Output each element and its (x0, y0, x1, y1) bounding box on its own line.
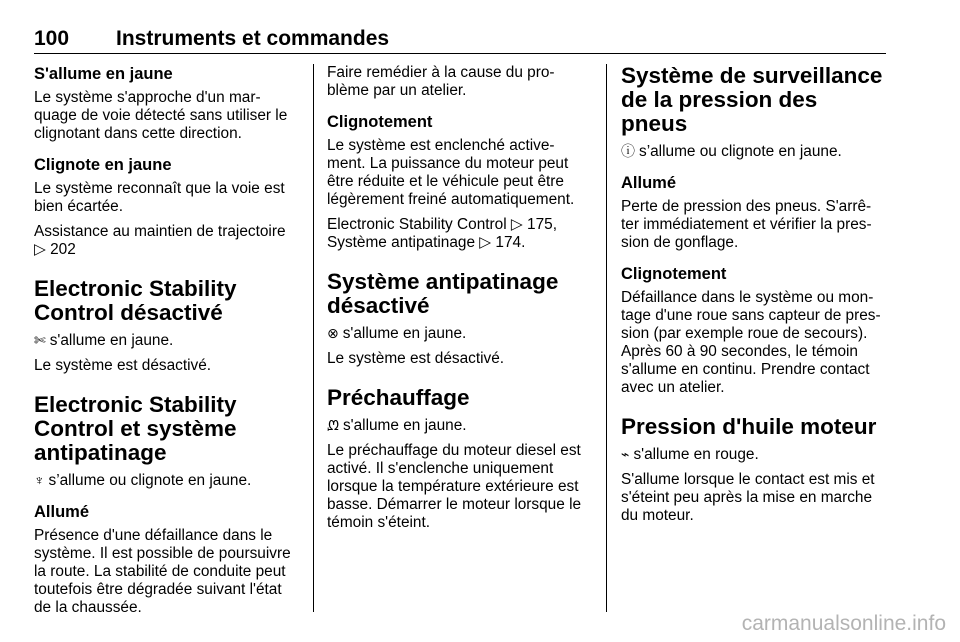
paragraph: Perte de pression des pneus. S'arrê-ter immédiatement et vérifier la pres-sion de gonflage. (621, 198, 872, 251)
paragraph: Le préchauffage du moteur diesel est activé. Il s'enclenche uniquement lorsque la température extérieure est basse. Démarrer le moteur lorsque le témoin s'éteint. (327, 442, 582, 531)
traction-off-icon: ⊗ (327, 325, 339, 341)
heading-allume: Allumé (34, 503, 90, 521)
paragraph (34, 331, 302, 350)
paragraph-cross-reference (327, 216, 593, 252)
paragraph (327, 416, 593, 435)
heading-esc-traction: Electronic Stability Control et système antipatinage (34, 392, 237, 465)
column-3 (621, 64, 888, 525)
reference-text: Electronic Stability Control (327, 216, 507, 233)
column-divider-2 (606, 64, 607, 612)
heading-allume-jaune: S'allume en jaune (34, 65, 173, 83)
text: s’allume ou clignote en jaune. (639, 143, 842, 160)
paragraph (621, 445, 888, 464)
reference-text: Système antipatinage (327, 234, 476, 251)
heading-prechauffage: Préchauffage (327, 385, 470, 410)
text: s’allume ou clignote en jaune. (48, 472, 252, 489)
text: s'allume en jaune. (49, 332, 174, 349)
paragraph: Défaillance dans le système ou mon-tage d'une roue sans capteur de pres-sion (par exemple roue de secours). Après 60 à 90 secondes, le témoin s'allume en continu. Prendre contact avec un atelier. (621, 289, 881, 396)
page-ref-link[interactable]: 174. (495, 234, 526, 251)
esc-off-warning-icon: ✄ (34, 332, 46, 348)
page-ref-link[interactable]: 175, (527, 216, 558, 233)
text: s'allume en jaune. (342, 325, 467, 342)
heading-esc-off: Electronic Stability Control désactivé (34, 276, 237, 325)
header-divider (34, 53, 886, 54)
tire-pressure-icon: ⓘ (621, 143, 635, 159)
paragraph (34, 471, 302, 490)
page-ref-link[interactable]: 202 (50, 241, 76, 258)
paragraph: Faire remédier à la cause du pro-blème par un atelier. (327, 64, 555, 99)
paragraph-cross-reference (34, 223, 302, 259)
page-header (34, 28, 886, 50)
heading-oil-pressure: Pression d'huile moteur (621, 414, 877, 439)
heading-allume: Allumé (621, 174, 677, 192)
column-2 (327, 64, 593, 532)
heading-traction-off: Système antipatinage désactivé (327, 269, 559, 318)
heading-clignotement: Clignotement (621, 265, 727, 283)
paragraph: Le système est désactivé. (327, 350, 505, 367)
paragraph (327, 324, 593, 343)
oil-pressure-icon: ⌁ (621, 446, 630, 462)
page-ref-arrow-icon: ▷ (479, 234, 492, 251)
paragraph: S'allume lorsque le contact est mis et s'éteint peu après la mise en marche du moteur. (621, 471, 875, 524)
glow-plug-icon: ᘻ (327, 417, 339, 433)
page-ref-arrow-icon: ▷ (34, 241, 46, 258)
text: s'allume en jaune. (342, 417, 467, 434)
chapter-title: Instruments et commandes (116, 27, 390, 50)
reference-text: Assistance au maintien de trajectoire (34, 223, 286, 240)
heading-clignotement: Clignotement (327, 113, 433, 131)
paragraph (621, 142, 888, 161)
column-divider-1 (313, 64, 314, 612)
column-1 (34, 64, 302, 617)
paragraph: Le système s'approche d'un mar-quage de voie détecté sans utiliser le clignotant dans cette direction. (34, 89, 288, 142)
paragraph: Le système reconnaît que la voie est bien écartée. (34, 180, 285, 215)
watermark: carmanualsonline.info (741, 612, 946, 635)
paragraph: Le système est enclenché active-ment. La puissance du moteur peut être réduite et le véhicule peut être légèrement freiné automatiquement. (327, 137, 575, 208)
paragraph: Le système est désactivé. (34, 357, 212, 374)
esc-skid-warning-icon: ♆ (34, 472, 45, 488)
heading-tire-pressure: Système de surveillance de la pression des pneus (621, 63, 883, 136)
heading-clignote-jaune: Clignote en jaune (34, 156, 172, 174)
paragraph: Présence d'une défaillance dans le système. Il est possible de poursuivre la route. La stabilité de conduite peut toutefois être dégradée suivant l'état de la chaussée. (34, 527, 291, 616)
text: s'allume en rouge. (633, 446, 759, 463)
page-number: 100 (34, 27, 70, 50)
page-ref-arrow-icon: ▷ (510, 216, 523, 233)
